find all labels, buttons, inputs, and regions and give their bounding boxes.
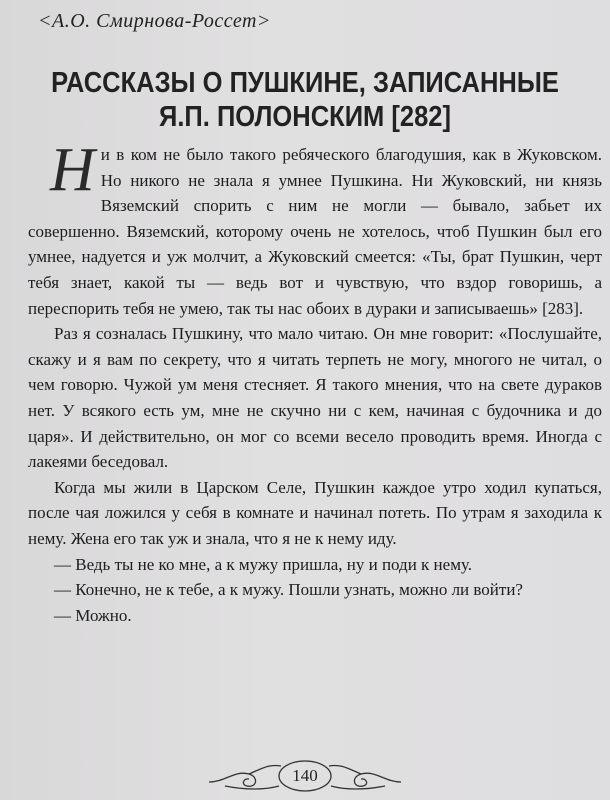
- running-head: <А.О. Смирнова-Россет>: [38, 10, 271, 32]
- drop-cap: Н: [50, 136, 95, 204]
- chapter-title: [0, 66, 610, 134]
- paragraph-2: Раз я созналась Пушкину, что мало читаю. Он мне говорит: «Послушайте, скажу и я вам по секрету, что я читать терпеть не могу, многого не читал, о чем говорю. Чужой ум меня стесняет. Я такого мнения, что на свете дураков нет. У всякого есть ум, мне не скучно ни с кем, начиная с будочника и до царя». И действительно, он мог со всеми весело проводить время. Иногда с лакеями беседовал.: [28, 324, 602, 472]
- chapter-title-line-1: РАССКАЗЫ О ПУШКИНЕ, ЗАПИСАННЫЕ: [51, 67, 559, 99]
- paragraph-6: — Можно.: [54, 605, 132, 625]
- page-footer: [0, 756, 610, 794]
- paragraph-5: — Конечно, не к тебе, а к мужу. Пошли узнать, можно ли войти?: [54, 580, 523, 600]
- paragraph-1: [28, 136, 602, 321]
- paragraph-1-text: и в ком не было такого ребяческого благодушия, как в Жуковском. Но никого не знала я умнее Пушкина. Ни Жуковский, ни князь Вяземский спорить с ним не могли — бывало, забьет их совершенно. Вяземский, которому очень не хотелось, чтоб Пушкин был его умнее, надуется и уж молчит, а Жуковский смеется: «Ты, брат Пушкин, черт тебя знает, какой ты — ведь вот и чувствую, что вздор говоришь, а переспорить тебя не умею, так ты нас обоих в дураки и записываешь» [283].: [28, 145, 602, 318]
- paragraph-3: Когда мы жили в Царском Селе, Пушкин каждое утро ходил купаться, после чая ложился у себя в комнате и начинал потеть. По утрам я заходила к нему. Жена его так уж и знала, что я не к нему иду.: [28, 477, 602, 548]
- chapter-title-line-2: Я.П. ПОЛОНСКИМ [282]: [159, 101, 451, 133]
- body-text: [28, 136, 602, 628]
- paragraph-4: — Ведь ты не ко мне, а к мужу пришла, ну и поди к нему.: [54, 554, 473, 574]
- page-number: 140: [292, 766, 318, 785]
